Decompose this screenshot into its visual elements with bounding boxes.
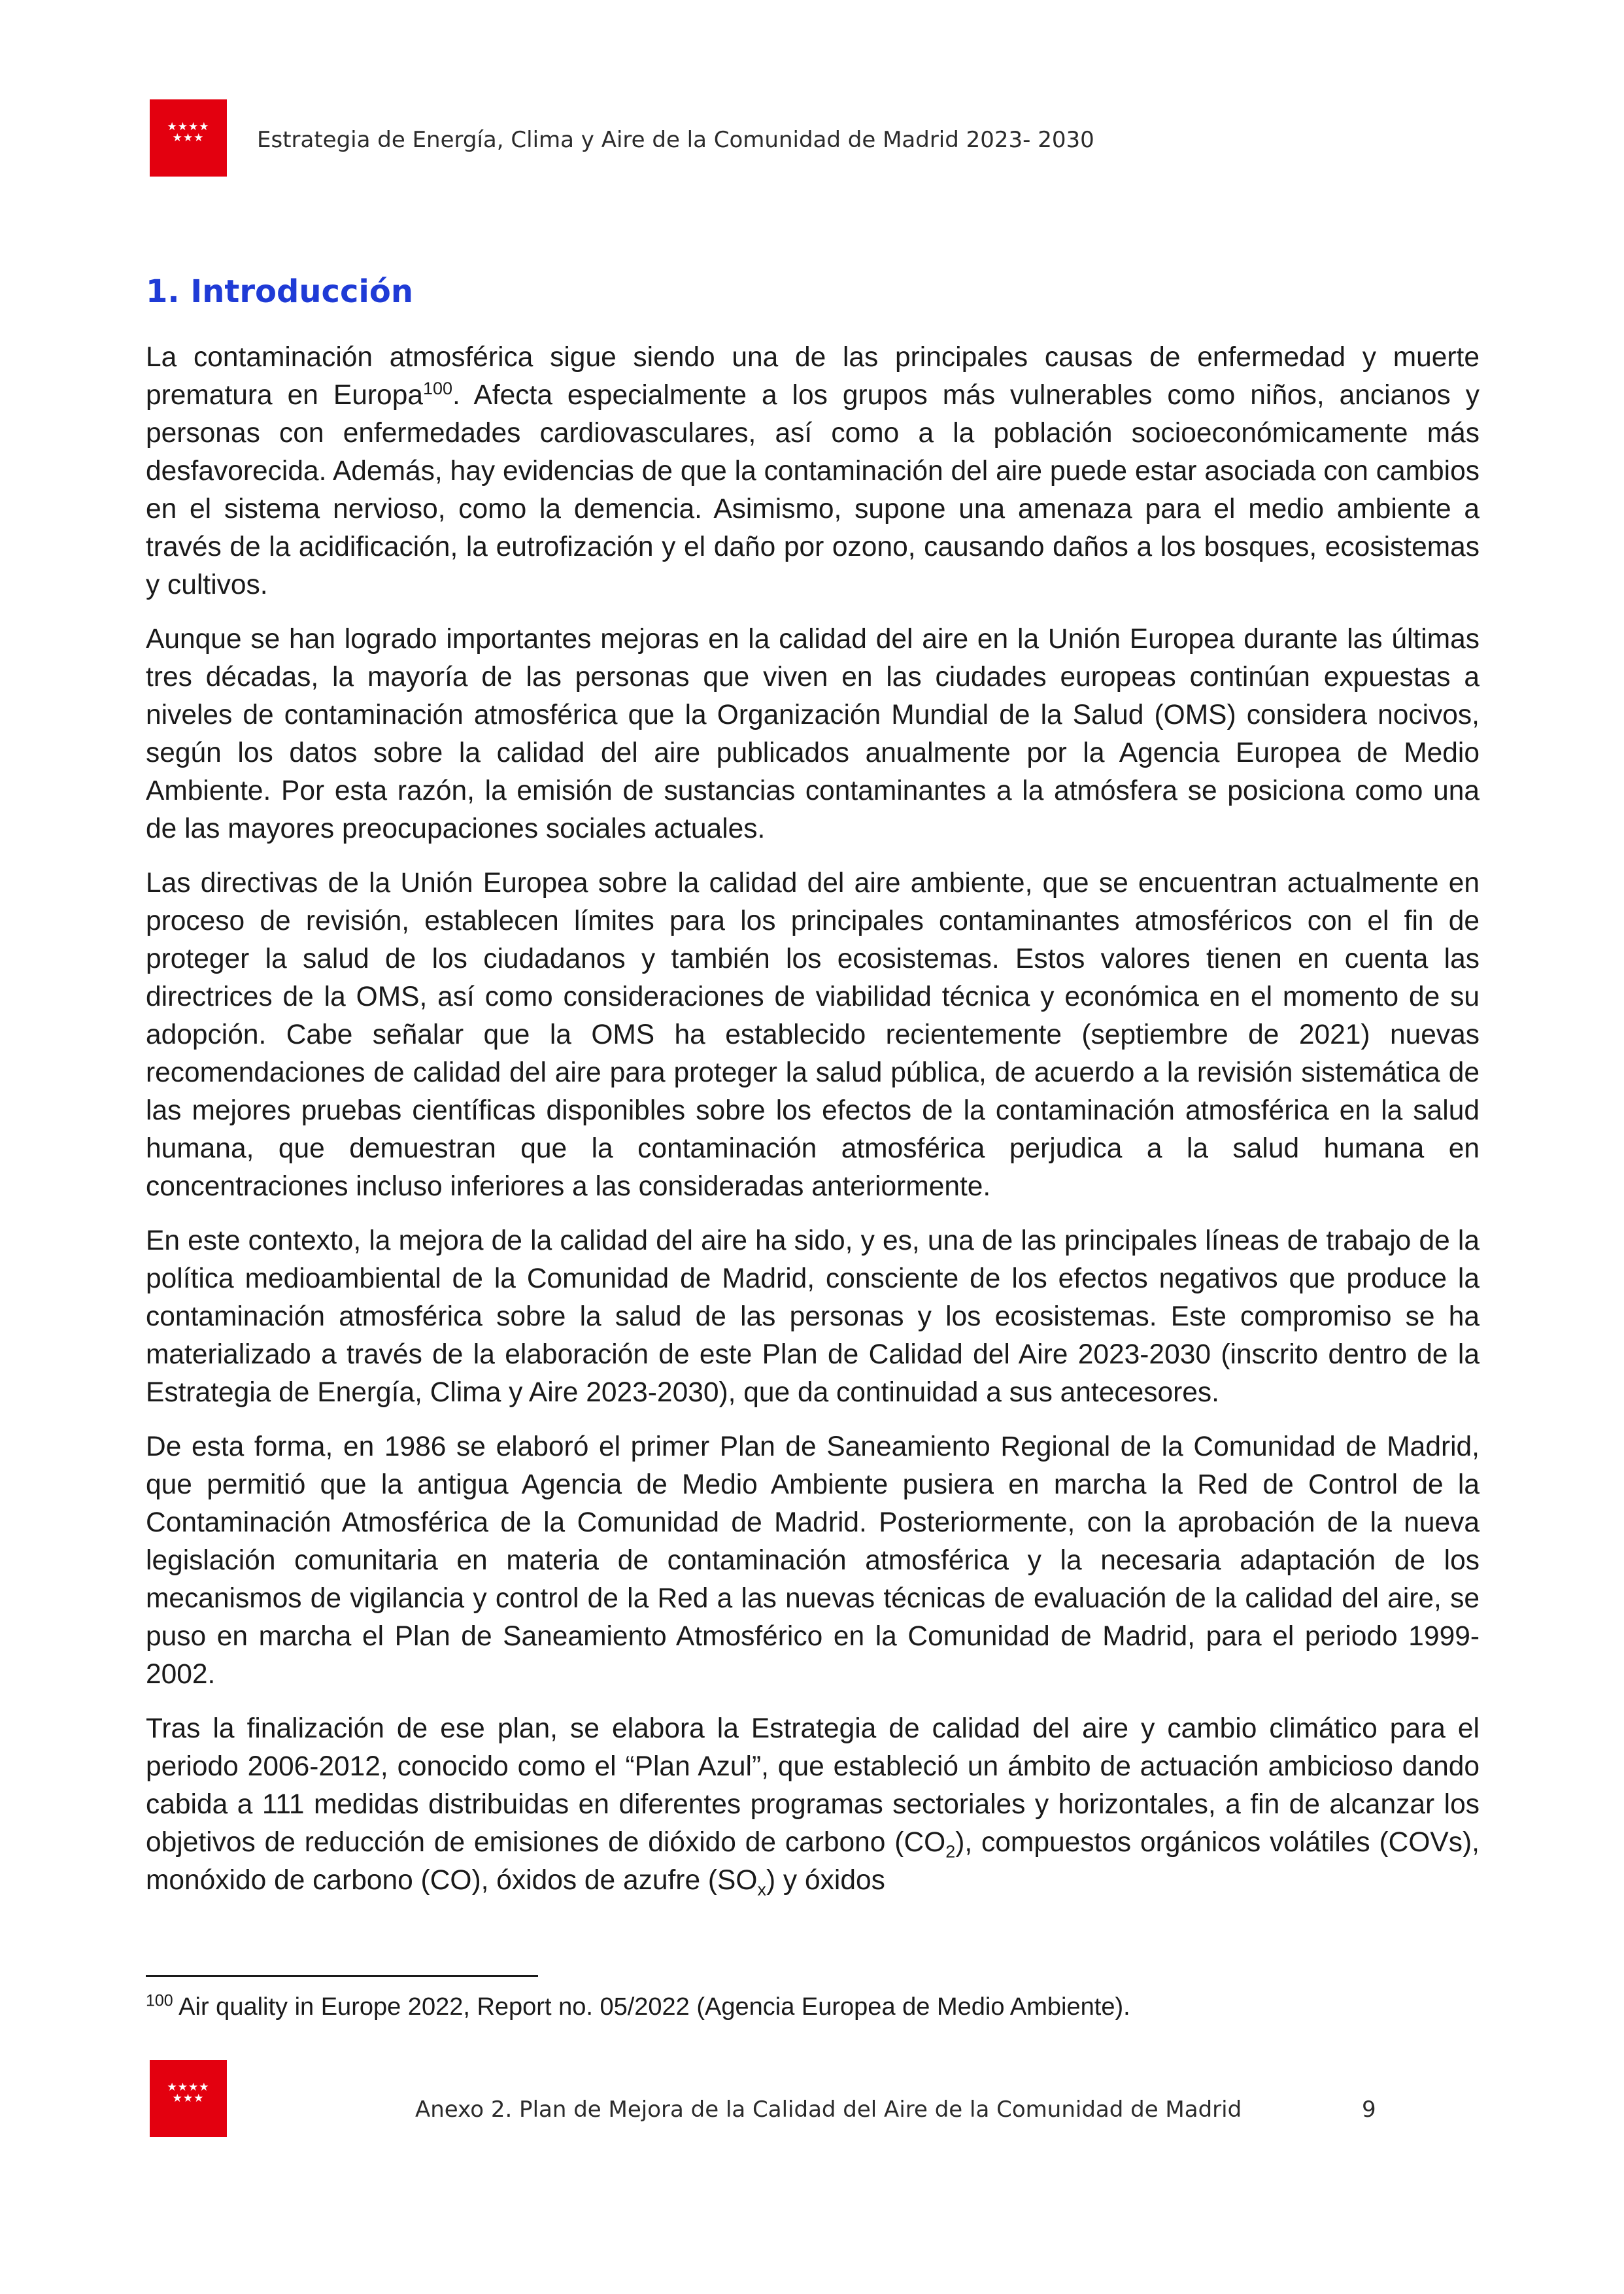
page-number: 9 — [1362, 2097, 1376, 2123]
footnote-number: 100 — [146, 1991, 173, 2010]
footer-logo — [150, 2060, 227, 2137]
subscript: x — [757, 1879, 766, 1900]
paragraph-text: ), compuestos orgánicos volátiles (COVs), monóxido de carbono (CO), óxidos de azufre (SO — [146, 1827, 1480, 1896]
subscript: 2 — [945, 1841, 956, 1862]
header-logo — [150, 99, 227, 177]
logo-stars-row: ★★★ — [172, 131, 205, 145]
logo-stars-row: ★★★★ — [167, 120, 210, 133]
footer-logo-stars — [150, 2082, 227, 2104]
header-logo-stars — [150, 122, 227, 144]
header-title: Estrategia de Energía, Clima y Aire de la Comunidad de Madrid 2023- 2030 — [257, 127, 1094, 153]
logo-stars-row: ★★★★ — [167, 2081, 210, 2094]
paragraph-5: De esta forma, en 1986 se elaboró el primer Plan de Saneamiento Regional de la Comunidad de Madrid, que permitió que la antigua Agencia de Medio Ambiente pusiera en marcha la Red de Control de la Contaminación Atmosférica de la Comunidad de Madrid. Posteriormente, con la aprobación de la nueva legislación comunitaria en materia de contaminación atmosférica y la necesaria adaptación de los mecanismos de vigilancia y control de la Red a las nuevas técnicas de evaluación de la calidad del aire, se puso en marcha el Plan de Saneamiento Atmosférico en la Comunidad de Madrid, para el periodo 1999-2002. — [146, 1431, 1480, 1690]
paragraph-4: En este contexto, la mejora de la calidad del aire ha sido, y es, una de las principales líneas de trabajo de la política medioambiental de la Comunidad de Madrid, consciente de los efectos negativos que produce la contaminación atmosférica sobre la salud de las personas y los ecosistemas. Este compromiso se ha materializado a través de la elaboración de este Plan de Calidad del Aire 2023-2030 (inscrito dentro de la Estrategia de Energía, Clima y Aire 2023-2030), que da continuidad a sus antecesores. — [146, 1225, 1480, 1408]
paragraph-text: ) y óxidos — [766, 1865, 885, 1896]
footer-title: Anexo 2. Plan de Mejora de la Calidad del Aire de la Comunidad de Madrid — [415, 2097, 1242, 2123]
footnote-text: Air quality in Europe 2022, Report no. 05/2022 (Agencia Europea de Medio Ambiente). — [173, 1993, 1130, 2021]
footnote-reference: 100 — [422, 378, 453, 398]
body-text — [146, 339, 1480, 1916]
paragraph-text: Tras la finalización de ese plan, se elabora la Estrategia de calidad del aire y cambio climático para el periodo 2006-2012, conocido como el “Plan Azul”, que estableció un ámbito de actuación ambicioso dando cabida a 111 medidas distribuidas en diferentes programas sectoriales y horizontales, a fin de alcanzar los objetivos de reducción de emisiones de dióxido de carbono (CO — [146, 1713, 1480, 1858]
paragraph-2: Aunque se han logrado importantes mejoras en la calidad del aire en la Unión Europea durante las últimas tres décadas, la mayoría de las personas que viven en las ciudades europeas continúan expuestas a niveles de contaminación atmosférica que la Organización Mundial de la Salud (OMS) considera nocivos, según los datos sobre la calidad del aire publicados anualmente por la Agencia Europea de Medio Ambiente. Por esta razón, la emisión de sustancias contaminantes a la atmósfera se posiciona como una de las mayores preocupaciones sociales actuales. — [146, 624, 1480, 844]
footnote — [146, 1990, 1130, 2024]
paragraph-text: . Afecta especialmente a los grupos más vulnerables como niños, ancianos y personas con enfermedades cardiovasculares, así como a la población socioeconómicamente más desfavorecida. Además, hay evidencias de que la contaminación del aire puede estar asociada con cambios en el sistema nervioso, como la demencia. Asimismo, supone una amenaza para el medio ambiente a través de la acidificación, la eutrofización y el daño por ozono, causando daños a los bosques, ecosistemas y cultivos. — [146, 380, 1480, 600]
paragraph-6 — [146, 1710, 1480, 1900]
section-title: 1. Introducción — [146, 273, 414, 310]
logo-stars-row: ★★★ — [172, 2092, 205, 2105]
footnote-divider — [146, 1975, 538, 1977]
paragraph-3: Las directivas de la Unión Europea sobre la calidad del aire ambiente, que se encuentran actualmente en proceso de revisión, establecen límites para los principales contaminantes atmosféricos con el fin de proteger la salud de los ciudadanos y también los ecosistemas. Estos valores tienen en cuenta las directrices de la OMS, así como consideraciones de viabilidad técnica y económica en el momento de su adopción. Cabe señalar que la OMS ha establecido recientemente (septiembre de 2021) nuevas recomendaciones de calidad del aire para proteger la salud pública, de acuerdo a la revisión sistemática de las mejores pruebas científicas disponibles sobre los efectos de la contaminación atmosférica en la salud humana, que demuestran que la contaminación atmosférica perjudica a la salud humana en concentraciones incluso inferiores a las consideradas anteriormente. — [146, 868, 1480, 1202]
paragraph-text: La contaminación atmosférica sigue siendo una de las principales causas de enfermedad y muerte prematura en Europa — [146, 342, 1480, 411]
paragraph-1 — [146, 339, 1480, 604]
